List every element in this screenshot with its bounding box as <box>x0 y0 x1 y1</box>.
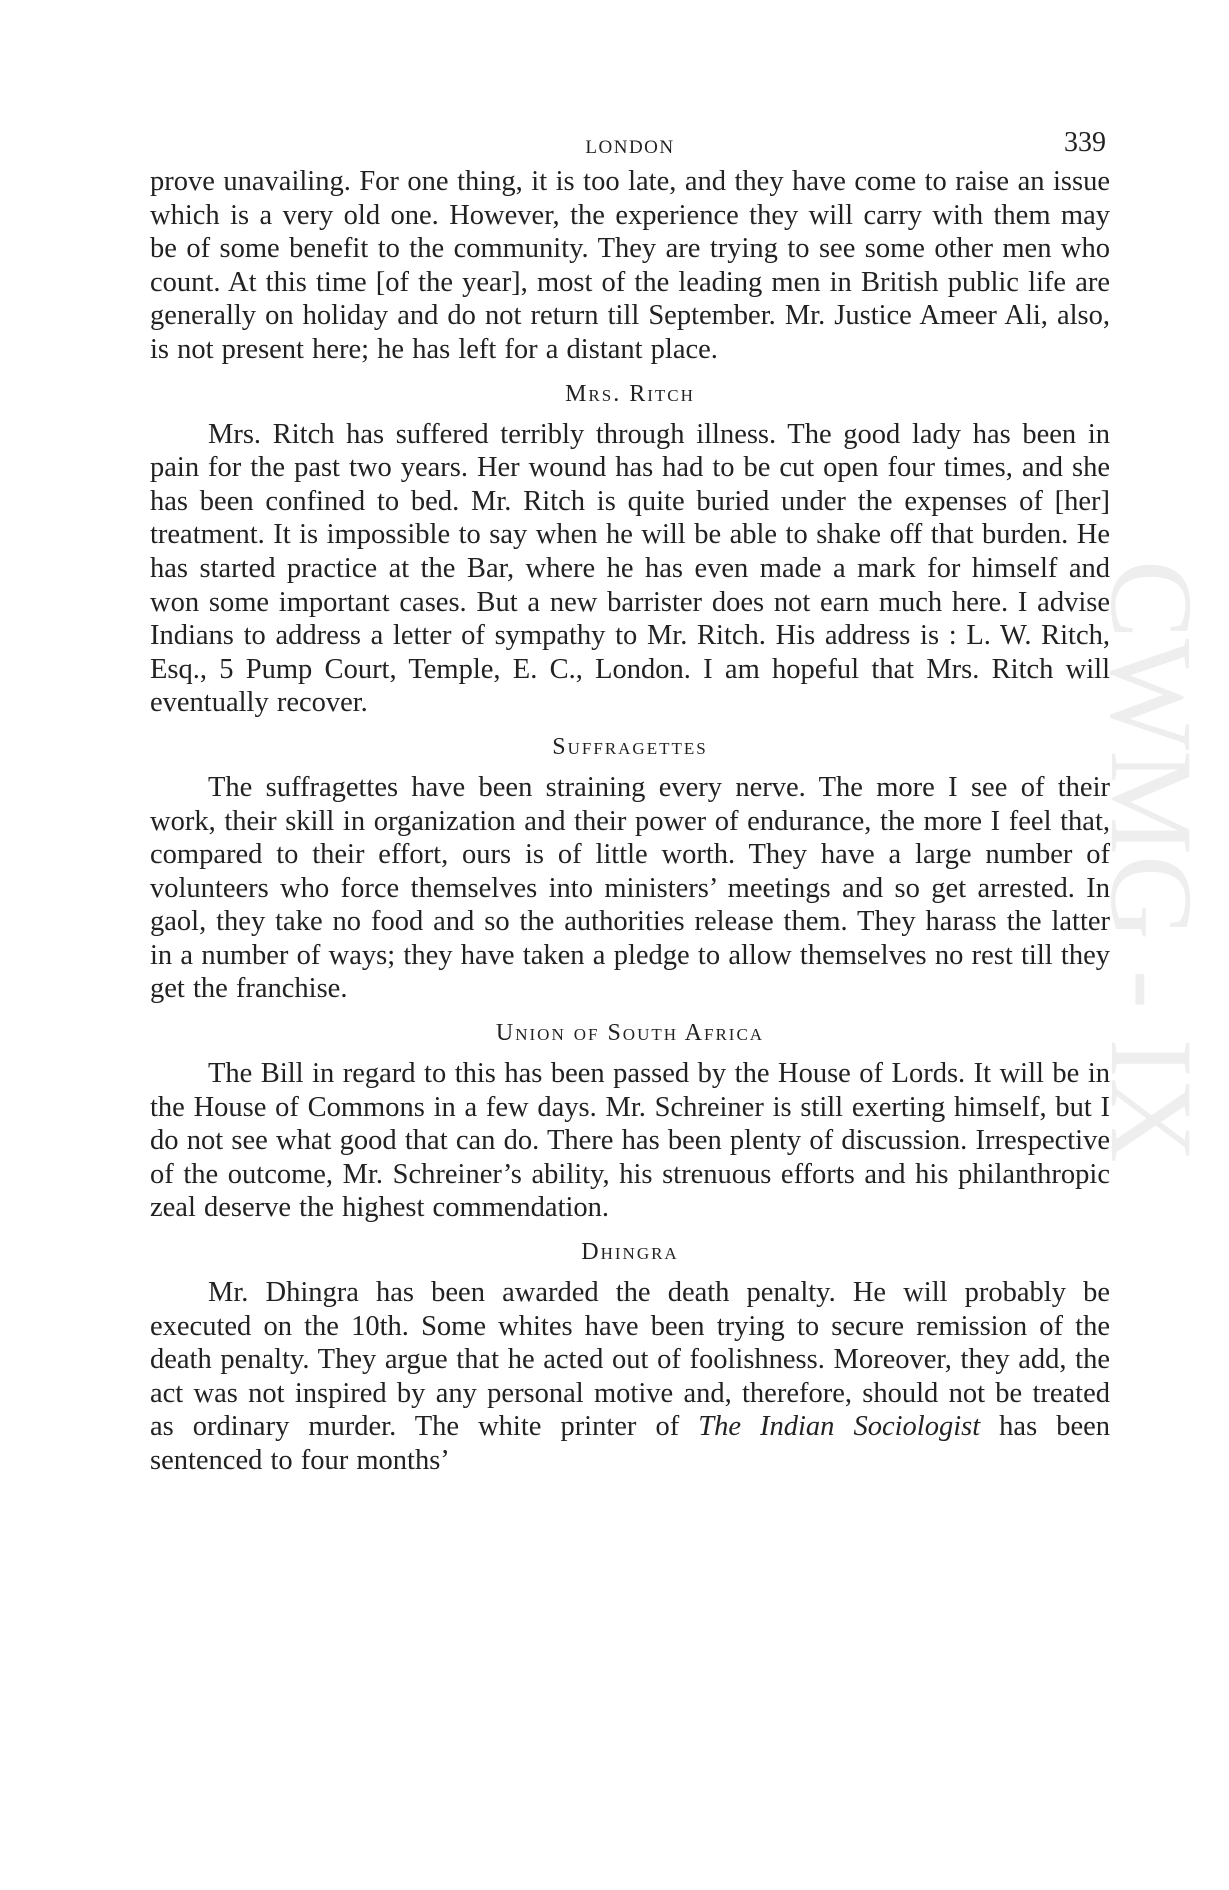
section-heading-ritch: Mrs. Ritch <box>565 380 695 407</box>
ritch-paragraph: Mrs. Ritch has suffered terribly through illness. The good lady has been in pain for the past two years. Her wound has had to be cut open four times, and she has been confined to bed. Mr. Ritch is quite buried under the expenses of [her] treatment. It is impossible to say when he will be able to shake off that burden. He has started practice at the Bar, where he has even made a mark for himself and won some important cases. But a new barrister does not earn much here. I advise Indians to address a letter of sympathy to Mr. Ritch. His address is : L. W. Ritch, Esq., 5 Pump Court, Temple, E. C., London. I am hopeful that Mrs. Ritch will eventually recover. <box>150 418 1110 719</box>
dhingra-text-after: has been sentenced to four months’ <box>150 1411 1111 1476</box>
suffragettes-paragraph: The suffragettes have been straining every nerve. The more I see of their work, their skill in organization and their power of endurance, the more I feel that, compared to their effort, ours is of little worth. They have a large number of volunteers who force themselves into ministers’ meetings and so get arrested. In gaol, they take no food and so the authorities release them. They harass the latter in a number of ways; they have taken a pledge to allow themselves no rest till they get the franchise. <box>150 771 1110 1005</box>
dhingra-text-before: Mr. Dhingra has been awarded the death penalty. He will probably be executed on the 10th. Some whites have been trying to secure remission of the death penalty. They argue that he acted out of foolishness. Moreover, they add, the act was not inspired by any personal motive and, therefore, should not be treated as ordinary murder. The white printer of <box>150 1277 1110 1443</box>
intro-paragraph: prove unavailing. For one thing, it is too late, and they have come to raise an issue which is a very old one. However, the experience they will carry with them may be of some benefit to the community. They are trying to see some other men who count. At this time [of the year], most of the leading men in British public life are generally on holiday and do not return till September. Mr. Justice Ameer Ali, also, is not present here; he has left for a distant place. <box>150 166 1110 365</box>
section-heading-suffragettes: Suffragettes <box>552 733 708 760</box>
page-number: 339 <box>1064 127 1106 158</box>
watermark: CWMG - IX <box>1086 560 1217 1164</box>
running-title: LONDON <box>585 137 675 158</box>
publication-title: The Indian Sociologist <box>698 1411 981 1443</box>
section-heading-dhingra: Dhingra <box>581 1239 679 1266</box>
page <box>150 125 1110 1478</box>
union-paragraph: The Bill in regard to this has been passed by the House of Lords. It will be in the House of Commons in a few days. Mr. Schreiner is still exerting himself, but I do not see what good that can do. There has been plenty of discussion. Irrespective of the outcome, Mr. Schreiner’s ability, his strenuous efforts and his philanthropic zeal deserve the highest commendation. <box>150 1058 1110 1224</box>
section-heading-union: Union of South Africa <box>495 1020 765 1047</box>
dhingra-paragraph <box>150 1276 1110 1478</box>
running-head <box>150 125 1110 165</box>
